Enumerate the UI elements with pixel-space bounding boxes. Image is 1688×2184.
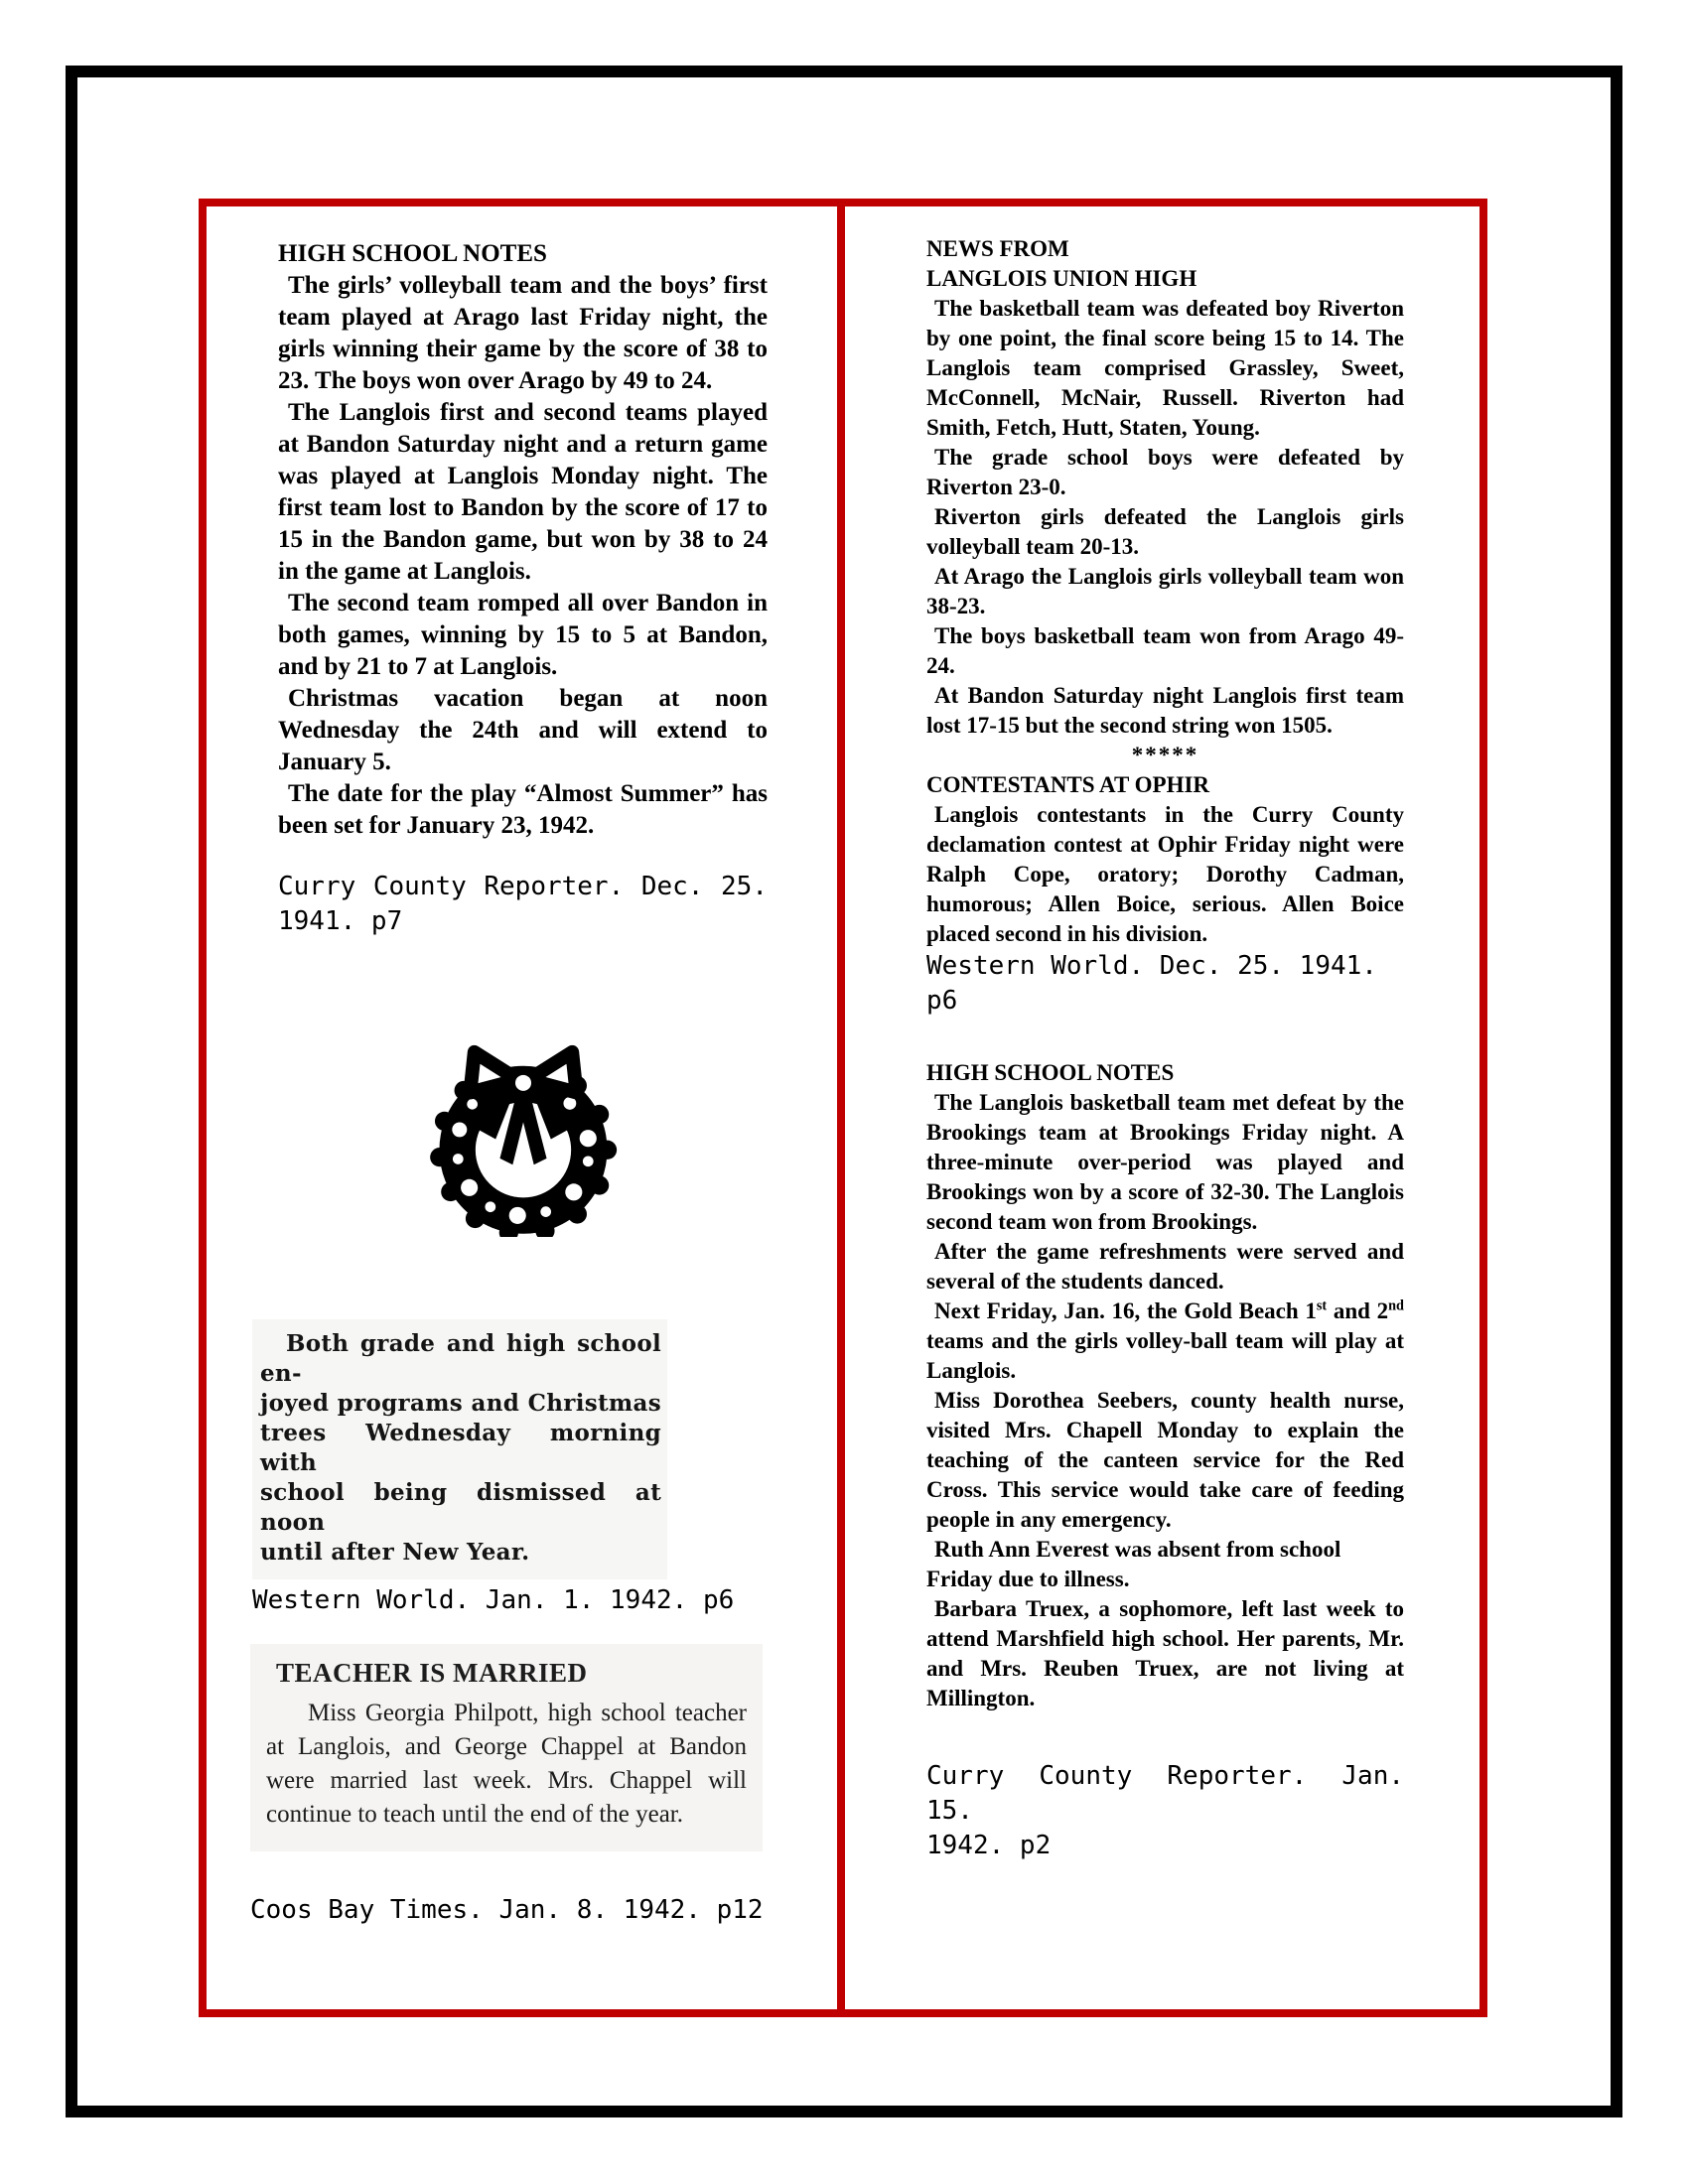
citation: Western World. Dec. 25. 1941. p6 — [926, 951, 1377, 1016]
article-paragraph: At Arago the Langlois girls volleyball team won 38-23. — [926, 564, 1404, 618]
article-paragraph — [926, 1297, 1404, 1386]
wreath-icon — [278, 1024, 768, 1242]
article-paragraph: The girls’ volleyball team and the boys’ first team played at Arago last Friday night, the girls winning their game by the score of 38 to 23. The boys won over Arago by 49 to 24. — [278, 272, 768, 394]
article-title-line: LANGLOIS UNION HIGH — [926, 266, 1197, 291]
citation-line: Curry County Reporter. Dec. 25. — [278, 872, 768, 901]
article-paragraph: Friday due to illness. — [926, 1567, 1130, 1591]
clipping-line: school being dismissed at noon — [260, 1479, 661, 1536]
article-paragraph: Barbara Truex, a sophomore, left last week to attend Marshfield high school. Her parents, Mr. and Mrs. Reuben Truex, are not living at Millington. — [926, 1596, 1404, 1710]
clipping-line: trees Wednesday morning with — [260, 1420, 661, 1476]
clipping-line: until after New Year. — [260, 1539, 530, 1566]
newspaper-clipping-scan — [250, 1644, 763, 1851]
article-title: HIGH SCHOOL NOTES — [278, 240, 547, 267]
newspaper-clipping-scan — [252, 1319, 667, 1579]
citation-line: 1941. p7 — [278, 906, 403, 936]
right-column — [845, 206, 1479, 1863]
citation: Western World. Jan. 1. 1942. p6 — [252, 1585, 735, 1615]
clipping-headline: TEACHER IS MARRIED — [276, 1658, 588, 1688]
article-paragraph: At Bandon Saturday night Langlois first team lost 17-15 but the second string won 1505. — [926, 683, 1404, 738]
article-paragraph: The grade school boys were defeated by Riverton 23-0. — [926, 445, 1404, 499]
citation — [926, 1759, 1404, 1863]
article-paragraph: Miss Dorothea Seebers, county health nurse, visited Mrs. Chapell Monday to explain the teaching of the canteen service for the Red Cross. This service would take care of feeding people in any emergency. — [926, 1388, 1404, 1532]
article-title: HIGH SCHOOL NOTES — [926, 1060, 1175, 1085]
ordinal-superscript: nd — [1388, 1297, 1404, 1314]
ordinal-superscript: st — [1316, 1297, 1328, 1314]
paragraph-text: and 2 — [1327, 1298, 1389, 1323]
article-paragraph: Ruth Ann Everest was absent from school — [934, 1537, 1341, 1562]
column-divider — [837, 206, 845, 2009]
article-paragraph: The basketball team was defeated boy Riverton by one point, the final score being 15 to 14. The Langlois team comprised Grassley, Sweet, McConnell, McNair, Russell. Riverton had Smith, Fetch, Hutt, Staten, Young. — [926, 296, 1404, 440]
citation — [278, 870, 768, 939]
article-title-line: NEWS FROM — [926, 236, 1069, 261]
article-paragraph: Christmas vacation began at noon Wednesday the 24th and will extend to January 5. — [278, 685, 768, 775]
paragraph-text: Next Friday, Jan. 16, the Gold Beach 1 — [934, 1298, 1317, 1323]
asterisk-separator: ***** — [1131, 743, 1199, 767]
citation-line: Curry County Reporter. Jan. 15. — [926, 1761, 1404, 1826]
left-column — [207, 206, 837, 1928]
citation-line: 1942. p2 — [926, 1831, 1052, 1860]
clipping-line: joyed programs and Christmas — [260, 1390, 661, 1417]
article-paragraph: The date for the play “Almost Summer” has been set for January 23, 1942. — [278, 780, 768, 839]
clipping-body: Miss Georgia Philpott, high school teacher at Langlois, and George Chappel at Bandon were married last week. Mrs. Chappel will continue to teach until the end of the year. — [266, 1700, 747, 1828]
citation: Coos Bay Times. Jan. 8. 1942. p12 — [250, 1895, 764, 1925]
article-paragraph: After the game refreshments were served and several of the students danced. — [926, 1239, 1404, 1294]
article-paragraph: The second team romped all over Bandon in both games, winning by 15 to 5 at Bandon, and by 21 to 7 at Langlois. — [278, 590, 768, 680]
article-paragraph: Riverton girls defeated the Langlois girls volleyball team 20-13. — [926, 504, 1404, 559]
article-paragraph: Langlois contestants in the Curry County declamation contest at Ophir Friday night were Ralph Cope, oratory; Dorothy Cadman, humorous; Allen Boice, serious. Allen Boice placed second in his division. — [926, 802, 1404, 946]
article-paragraph: The boys basketball team won from Arago 49-24. — [926, 623, 1404, 678]
article-title: CONTESTANTS AT OPHIR — [926, 772, 1210, 797]
article-paragraph: The Langlois first and second teams played at Bandon Saturday night and a return game was played at Langlois Monday night. The first team lost to Bandon by the score of 17 to 15 in the Bandon game, but won by 38 to 24 in the game at Langlois. — [278, 399, 768, 585]
paragraph-text: teams and the girls volley-ball team will play at Langlois. — [926, 1328, 1404, 1383]
clipping-line: Both grade and high school en- — [260, 1330, 661, 1387]
article-paragraph: The Langlois basketball team met defeat by the Brookings team at Brookings Friday night. A three-minute over-period was played and Brookings won by a score of 32-30. The Langlois second team won from Brookings. — [926, 1090, 1404, 1234]
